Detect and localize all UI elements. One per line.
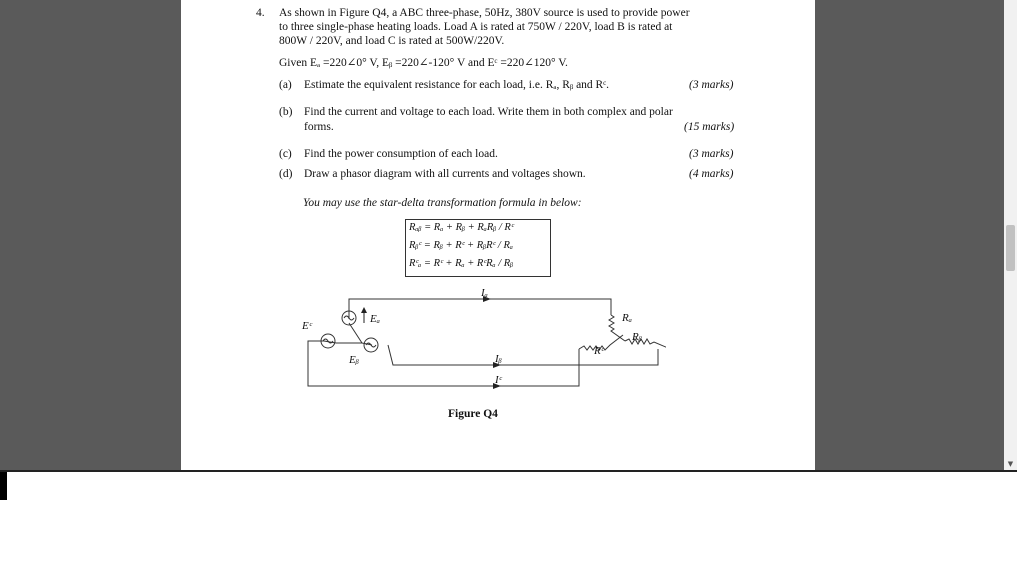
- label-rb: Rᵦ: [632, 331, 642, 343]
- label-ic: Iᶜ: [495, 374, 502, 386]
- label-ra: Rₐ: [622, 312, 632, 324]
- line-b: [388, 345, 579, 365]
- part-b-text-2: forms.: [304, 121, 334, 133]
- label-ea: Eₐ: [370, 313, 380, 325]
- part-d-label: (d): [279, 168, 293, 180]
- part-a-label: (a): [279, 79, 292, 91]
- part-c-label: (c): [279, 148, 292, 160]
- intro-line-1: As shown in Figure Q4, a ABC three-phase, 50Hz, 380V source is used to provide power: [279, 7, 690, 19]
- intro-line-3: 800W / 220V, and load C is rated at 500W/220V.: [279, 35, 505, 47]
- part-b-marks: (15 marks): [684, 121, 735, 133]
- part-c-marks: (3 marks): [689, 148, 734, 160]
- circuit-diagram: [296, 285, 666, 390]
- scrollbar-thumb[interactable]: [1006, 225, 1015, 271]
- formula-rbc: Rᵦᶜ = Rᵦ + Rᶜ + RᵦRᶜ / Rₐ: [409, 240, 513, 251]
- formula-rca: Rᶜₐ = Rᶜ + Rₐ + RᶜRₐ / Rᵦ: [409, 258, 514, 269]
- figure-caption: Figure Q4: [448, 408, 498, 420]
- formula-rab: Rₐᵦ = Rₐ + Rᵦ + RₐRᵦ / Rᶜ: [409, 222, 514, 233]
- label-eb: Eᵦ: [349, 354, 359, 366]
- label-ib: Iᵦ: [495, 353, 502, 365]
- part-d-marks: (4 marks): [689, 168, 734, 180]
- part-a-marks: (3 marks): [689, 79, 734, 91]
- line-a: [349, 299, 611, 319]
- question-number: 4.: [256, 7, 265, 19]
- label-rc: Rᶜ: [594, 345, 604, 357]
- hint-text: You may use the star-delta transformation formula in below:: [303, 197, 582, 209]
- left-edge-marker: [0, 472, 7, 500]
- label-ia: Iₐ: [481, 287, 488, 299]
- part-d-text: Draw a phasor diagram with all currents and voltages shown.: [304, 168, 586, 180]
- part-b-label: (b): [279, 106, 293, 118]
- vertical-scrollbar[interactable]: [1004, 0, 1017, 470]
- scroll-down-arrow-icon[interactable]: ▼: [1007, 460, 1014, 468]
- intro-line-2: to three single-phase heating loads. Load A is rated at 750W / 220V, load B is rated at: [279, 21, 673, 33]
- label-ec: Eᶜ: [302, 320, 312, 332]
- part-b-text: Find the current and voltage to each load. Write them in both complex and polar: [304, 106, 673, 118]
- formula-box: [405, 219, 551, 277]
- arrow-ea: [361, 307, 367, 313]
- divider: [0, 470, 1017, 472]
- line-c-right: [579, 349, 658, 365]
- given-line: Given Eₐ =220∠0° V, Eᵦ =220∠-120° V and Eᶜ =220∠120° V.: [279, 57, 568, 69]
- part-c-text: Find the power consumption of each load.: [304, 148, 498, 160]
- part-a-text: Estimate the equivalent resistance for each load, i.e. Rₐ, Rᵦ and Rᶜ.: [304, 79, 610, 91]
